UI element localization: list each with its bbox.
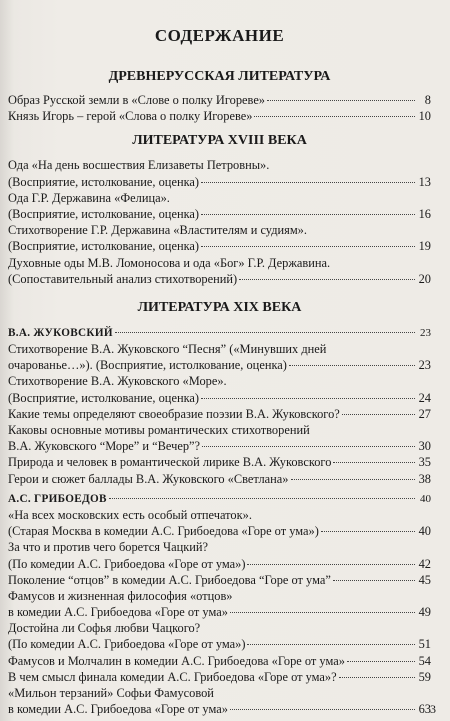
toc-line <box>8 572 431 588</box>
toc-line-page: 30 <box>418 439 431 454</box>
toc-line <box>8 507 431 523</box>
toc-line-text: Фамусов и жизненная философия «отцов» <box>8 588 233 603</box>
toc-line-page: 35 <box>418 455 431 470</box>
author-name: А.С. ГРИБОЕДОВ <box>8 492 107 505</box>
toc-line <box>8 341 431 357</box>
toc-line-text: (По комедии А.С. Грибоедова «Горе от ума») <box>8 556 246 571</box>
toc-line <box>8 271 431 287</box>
page-title: СОДЕРЖАНИЕ <box>154 26 285 45</box>
author-heading <box>8 325 431 341</box>
toc-line-page: 54 <box>418 653 431 668</box>
toc-line <box>8 238 431 254</box>
toc-line-page: 40 <box>420 492 431 505</box>
toc-line-text: «На всех московских есть особый отпечаток». <box>8 507 252 522</box>
toc-line <box>8 438 431 454</box>
toc-line-text: Духовные оды М.В. Ломоносова и ода «Бог» Г.Р. Державина. <box>8 255 331 270</box>
toc-line <box>8 620 431 636</box>
toc-line-text: Князь Игорь – герой «Слова о полку Игореве» <box>8 109 253 124</box>
toc-line <box>8 92 431 108</box>
leader-dots <box>201 182 415 183</box>
toc-line-text: В чем смысл финала комедии А.С. Грибоедова «Горе от ума»? <box>8 669 337 684</box>
leader-dots <box>289 365 415 366</box>
leader-dots <box>230 709 415 710</box>
leader-dots <box>201 246 415 247</box>
toc-line <box>8 669 431 685</box>
author-name: В.А. ЖУКОВСКИЙ <box>8 326 113 339</box>
toc-line <box>8 406 431 422</box>
toc-line-page: 10 <box>418 109 431 124</box>
toc-line-text: Природа и человек в романтической лирике В.А. Жуковского <box>8 455 332 470</box>
toc-line <box>8 255 431 271</box>
leader-dots <box>247 564 415 565</box>
section-title-old-russian: ДРЕВНЕРУССКАЯ ЛИТЕРАТУРА <box>108 69 331 84</box>
toc-line-text: (По комедии А.С. Грибоедова «Горе от ума») <box>8 637 246 652</box>
toc-line-page: 16 <box>418 206 431 221</box>
toc-line <box>8 653 431 669</box>
toc-line-text: Фамусов и Молчалин в комедии А.С. Грибоедова «Горе от ума» <box>8 653 345 668</box>
toc-line-page: 19 <box>418 239 431 254</box>
table-of-contents <box>8 26 431 717</box>
toc-line <box>8 588 431 604</box>
leader-dots <box>109 498 415 499</box>
toc-line-text: Образ Русской земли в «Слове о полку Игореве» <box>8 93 266 107</box>
toc-line <box>8 685 431 701</box>
toc-line <box>8 539 431 555</box>
toc-line-text: (Сопоставительный анализ стихотворений) <box>8 271 238 286</box>
leader-dots <box>291 479 416 480</box>
toc-line <box>8 471 431 487</box>
toc-line-page: 38 <box>418 471 431 486</box>
toc-line-page: 63 <box>418 702 431 717</box>
toc-line <box>8 636 431 652</box>
toc-line-page: 40 <box>418 524 431 539</box>
toc-line <box>8 701 431 717</box>
toc-line-page: 59 <box>418 669 431 684</box>
toc-line-text: Поколение “отцов” в комедии А.С. Грибоедова “Горе от ума” <box>8 572 331 587</box>
toc-line <box>8 454 431 470</box>
leader-dots <box>333 580 415 581</box>
section-title-19th-century: ЛИТЕРАТУРА XIX ВЕКА <box>137 299 302 315</box>
toc-line <box>8 108 431 124</box>
toc-line-text: Стихотворение В.А. Жуковского «Море». <box>8 374 227 389</box>
leader-dots <box>247 644 415 645</box>
toc-line-page: 45 <box>418 572 431 587</box>
author-heading <box>8 491 431 507</box>
toc-line-page: 51 <box>418 637 431 652</box>
toc-line-page: 49 <box>418 605 431 620</box>
toc-line-text: «Мильон терзаний» Софьи Фамусовой <box>8 686 214 700</box>
toc-line <box>8 422 431 438</box>
toc-line-text: Ода Г.Р. Державина «Фелица». <box>8 190 170 205</box>
leader-dots <box>321 531 415 532</box>
toc-line-page: 27 <box>418 406 431 421</box>
toc-line-text: (Восприятие, истолкование, оценка) <box>8 174 200 189</box>
toc-line <box>8 174 431 190</box>
leader-dots <box>333 462 415 463</box>
toc-line-text: (Восприятие, истолкование, оценка) <box>8 206 200 221</box>
leader-dots <box>254 116 415 117</box>
toc-line-text: (Старая Москва в комедии А.С. Грибоедова «Горе от ума») <box>8 524 319 539</box>
toc-line-text: в комедии А.С. Грибоедова «Горе от ума» <box>8 702 228 717</box>
leader-dots <box>230 612 415 613</box>
leader-dots <box>347 661 415 662</box>
toc-line-text: В.А. Жуковского “Море” и “Вечер”? <box>8 439 201 454</box>
toc-line-page: 23 <box>420 326 431 339</box>
author-block-griboedov <box>8 491 431 718</box>
page-number: 3 <box>430 702 436 716</box>
leader-dots <box>339 677 415 678</box>
toc-line-page: 24 <box>418 390 431 405</box>
toc-line <box>8 190 431 206</box>
leader-dots <box>201 398 415 399</box>
leader-dots <box>267 100 415 101</box>
leader-dots <box>239 279 415 280</box>
leader-dots <box>201 214 415 215</box>
leader-dots <box>115 332 415 333</box>
toc-line <box>8 390 431 406</box>
toc-line <box>8 556 431 572</box>
toc-line-page: 13 <box>418 174 431 189</box>
toc-line-text: очарованье…»). (Восприятие, истолкование, оценка) <box>8 358 287 373</box>
toc-line-page: 8 <box>424 93 431 107</box>
toc-line <box>8 523 431 539</box>
toc-line-text: в комедии А.С. Грибоедова «Горе от ума» <box>8 605 228 620</box>
toc-line <box>8 604 431 620</box>
toc-line-text: Стихотворение Г.Р. Державина «Властителям и судиям». <box>8 223 307 238</box>
toc-line-text: Ода «На день восшествия Елизаветы Петровны». <box>8 158 270 173</box>
toc-line-text: Какие темы определяют своеобразие поэзии В.А. Жуковского? <box>8 406 340 421</box>
toc-line-page: 23 <box>418 358 431 373</box>
toc-line <box>8 373 431 389</box>
leader-dots <box>342 414 415 415</box>
toc-line-text: (Восприятие, истолкование, оценка) <box>8 239 200 254</box>
section-title-18th-century: ЛИТЕРАТУРА XVIII ВЕКА <box>132 133 307 149</box>
toc-line <box>8 222 431 238</box>
toc-line-page: 20 <box>418 271 431 286</box>
toc-line <box>8 206 431 222</box>
toc-line-text: (Восприятие, истолкование, оценка) <box>8 390 200 405</box>
section-old-russian-list <box>8 92 431 124</box>
section-18th-century-list <box>8 157 431 287</box>
toc-line-page: 42 <box>418 556 431 571</box>
toc-line-text: За что и против чего борется Чацкий? <box>8 540 208 555</box>
author-block-zhukovsky <box>8 325 431 487</box>
toc-line-text: Достойна ли Софья любви Чацкого? <box>8 621 201 636</box>
toc-line-text: Стихотворение В.А. Жуковского “Песня” («Минувших дней <box>8 342 327 357</box>
toc-line-text: Каковы основные мотивы романтических стихотворений <box>8 423 310 437</box>
leader-dots <box>202 446 415 447</box>
toc-line-text: Герои и сюжет баллады В.А. Жуковского «Светлана» <box>8 471 289 486</box>
toc-line <box>8 357 431 373</box>
toc-line <box>8 157 431 173</box>
